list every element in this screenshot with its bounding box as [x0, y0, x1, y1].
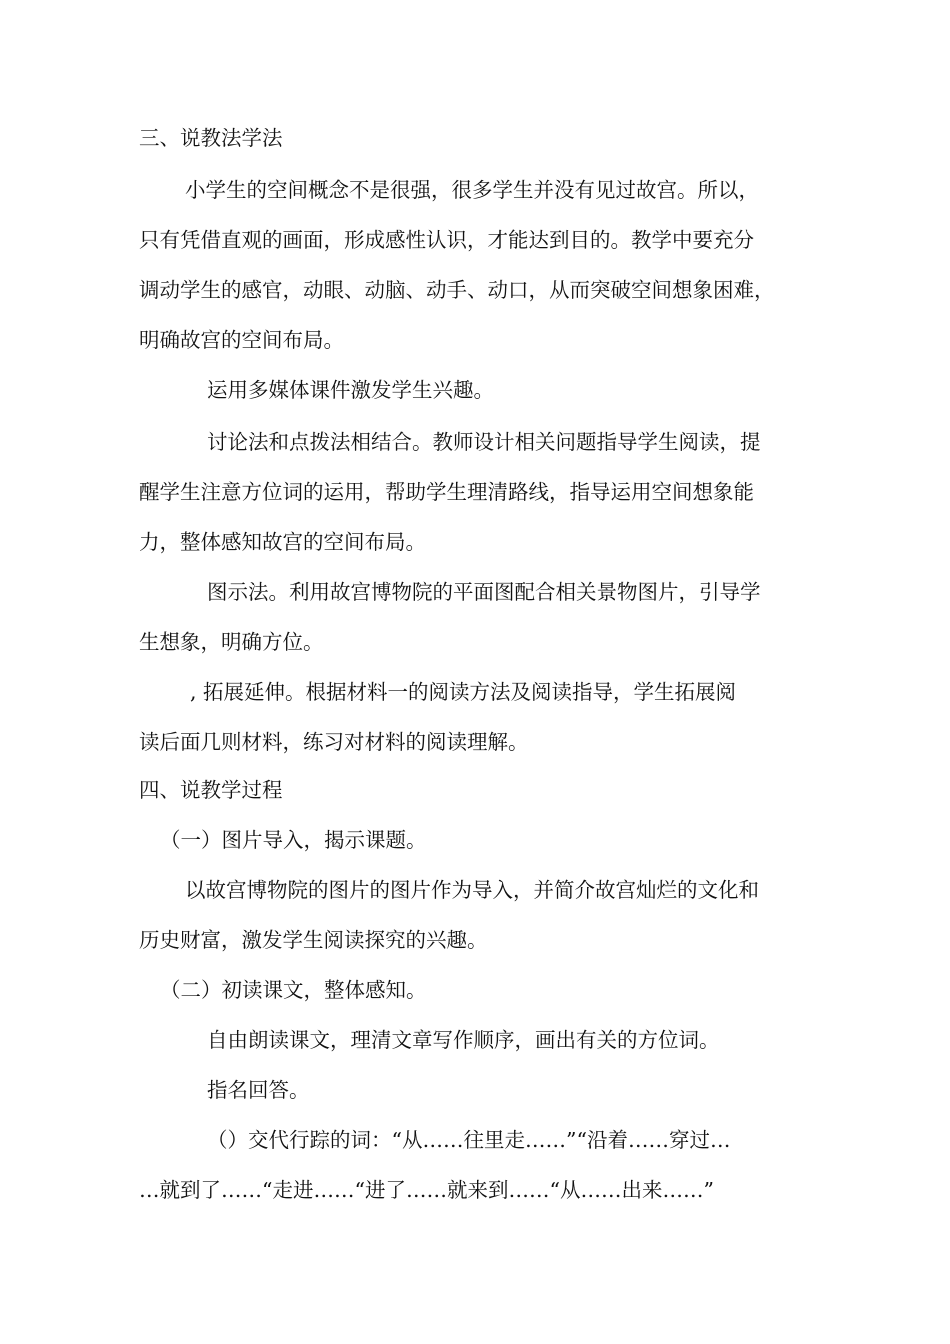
- paragraph-line: 明确故宫的空间布局。: [139, 328, 344, 352]
- paragraph-line: 调动学生的感官，动眼、动脑、动手、动口，从而突破空间想象困难，: [139, 278, 775, 302]
- paragraph-line: （）交代行踪的词：“从……往里走……”“沿着……穿过…: [207, 1128, 731, 1152]
- paragraph-line: 生想象，明确方位。: [139, 630, 324, 654]
- paragraph-line: 醒学生注意方位词的运用，帮助学生理清路线，指导运用空间想象能: [139, 480, 754, 504]
- section-heading-teaching-process: 四、说教学过程: [139, 778, 283, 802]
- paragraph-line: 自由朗读课文，理清文章写作顺序，画出有关的方位词。: [207, 1028, 720, 1052]
- subheading: （一）图片导入，揭示课题。: [160, 828, 427, 852]
- paragraph-line: 小学生的空间概念不是很强，很多学生并没有见过故宫。所以，: [185, 178, 759, 202]
- paragraph-line: 只有凭借直观的画面，形成感性认识，才能达到目的。教学中要充分: [139, 228, 754, 252]
- subheading: （二）初读课文，整体感知。: [160, 978, 427, 1002]
- paragraph-line: 指名回答。: [207, 1078, 310, 1102]
- paragraph-line: …就到了……“走进……“进了……就来到……“从……出来……”: [139, 1178, 714, 1202]
- paragraph-line: 以故宫博物院的图片的图片作为导入，并简介故宫灿烂的文化和: [185, 878, 759, 902]
- paragraph-line: 历史财富，激发学生阅读探究的兴趣。: [139, 928, 488, 952]
- paragraph-line: 讨论法和点拨法相结合。教师设计相关问题指导学生阅读，提: [207, 430, 761, 454]
- paragraph-line: 运用多媒体课件激发学生兴趣。: [207, 378, 494, 402]
- section-heading-teaching-methods: 三、说教法学法: [139, 126, 283, 150]
- paragraph-line: , 拓展延伸。根据材料一的阅读方法及阅读指导，学生拓展阅: [190, 680, 737, 704]
- paragraph-line: 读后面几则材料，练习对材料的阅读理解。: [139, 730, 529, 754]
- paragraph-line: 图示法。利用故宫博物院的平面图配合相关景物图片，引导学: [207, 580, 761, 604]
- paragraph-line: 力，整体感知故宫的空间布局。: [139, 530, 426, 554]
